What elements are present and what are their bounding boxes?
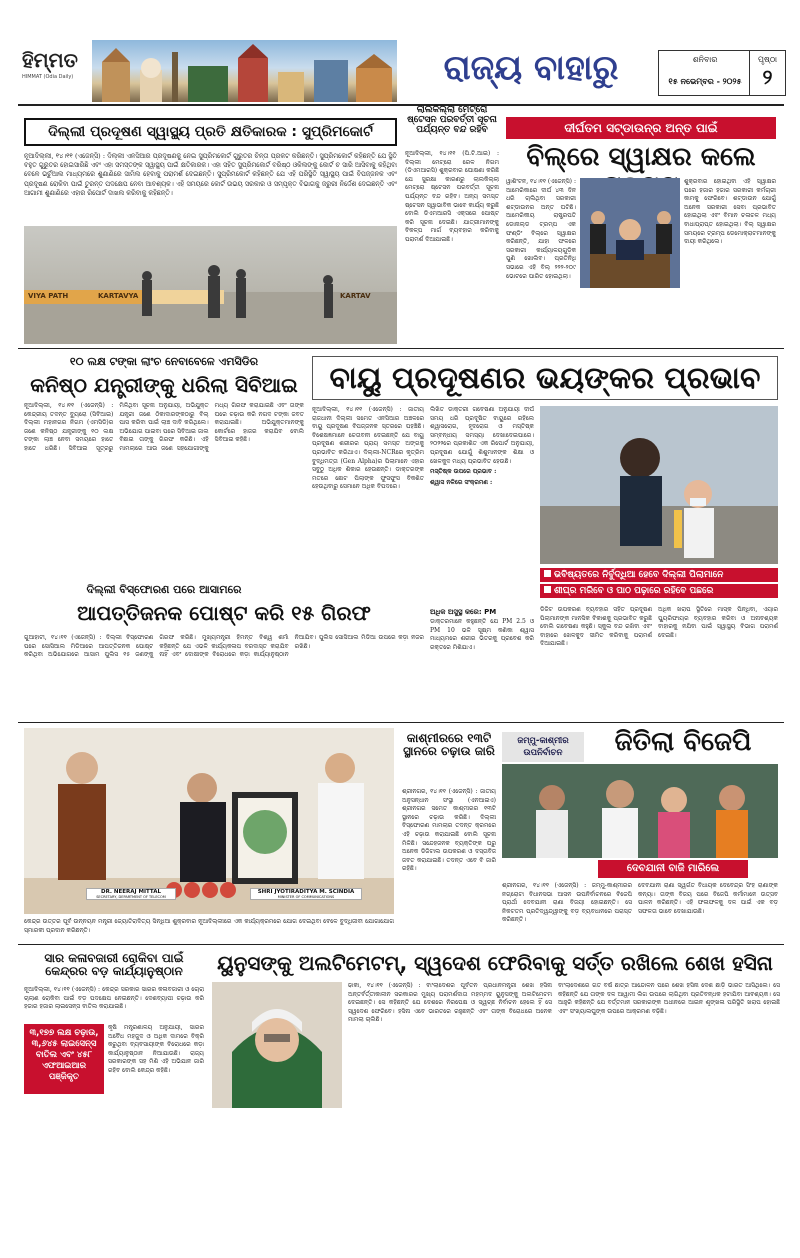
- photo-girl-mask: [540, 406, 778, 564]
- masthead-collage: [92, 40, 397, 102]
- bullet-square-icon: [544, 570, 551, 577]
- caption-scindia: କେନ୍ଦ୍ର ଉତ୍ତର ପୂର୍ବ ଉନ୍ନୟନ ମନ୍ତ୍ରୀ ଜ୍ୟୋତିରାଦିତ୍ୟ ସିନ୍ଧିଆ ଶୁକ୍ରବାର ନୂଆଦିଲ୍ଲୀରେ ଏକ କାର୍ଯ୍ୟକ୍ରମରେ ଯୋଗ ଦେଇଥିବା ବେଳେ ବୁଦ୍ଧିଜୀବୀ ଯୋଗାଯୋଗ ସ୍ମାରକୀ ପ୍ରଦାନ କରିଛନ୍ତି।: [24, 918, 394, 934]
- nameplate-1: [86, 888, 176, 900]
- body-trump-left: ୱାଶିଂଟନ, ୧୪।୧୧ (ଏଜେନ୍ସି) : ଆମେରିକାରେ ଦୀର୍ଘ ୪୩ ଦିନ ଧରି ଚାଲିଥିବା ସରକାରୀ ଶଟ୍‌ଡାଉନର ଅନ୍ତ ଘଟିଛି। ଆମେରିକୀୟ ରାଷ୍ଟ୍ରପତି ଡୋନାଲ୍ଡ ଟ୍ରମ୍ପ ଏକ ଫଣ୍ଡିଂ ବିଲ୍‌ରେ ସ୍ୱାକ୍ଷର କରିଛନ୍ତି, ଯାହା ଫଳରେ ସରକାରୀ କାର୍ଯ୍ୟାଳୟଗୁଡ଼ିକ ପୁଣି ଖୋଲିବ। ପ୍ରତିନିଧି ସଭାରେ ଏହି ବିଲ୍ ୨୨୨-୨୦୯ ଭୋଟରେ ପାରିତ ହୋଇଥିଲା।: [506, 178, 576, 280]
- photo-scindia-event: [24, 728, 394, 914]
- logo-text: ହିମ୍ମତ: [22, 48, 78, 72]
- body-jk-right: ଦେବଯାନୀ ରାଣା ସ୍ୱର୍ଗତ ବିଧାୟକ ଦେବେନ୍ଦ୍ର ସିଂହ ରାଣାଙ୍କ କନ୍ୟା। ତାଙ୍କ ବିଜୟ ପରେ ବିଜେପି କର୍ମୀମାନେ ଉତ୍ସବ ପାଳନ କରିଛନ୍ତି। ଏହି ଫଳାଫଳକୁ ଦଳ ପାଇଁ ଏକ ବଡ଼ ସଫଳତା ଭାବେ ଦେଖାଯାଉଛି।: [638, 882, 778, 915]
- headline-jk-bypoll: ଜିତିଲା ବିଜେପି: [614, 727, 752, 757]
- body-cbi: ନୂଆଦିଲ୍ଲୀ, ୧୪।୧୧ (ଏଜେନ୍ସି) : କେନ୍ଦ୍ରୀୟ ତଦନ୍ତ ବ୍ୟୁରୋ (ସିବିଆଇ) ଦିଲ୍ଲୀ ମହାନଗର ନିଗମ (ଏମସିଡି)ର ଜଣେ କନିଷ୍ଠ ଯନ୍ତ୍ରୀଙ୍କୁ ୧୦ ଲକ୍ଷ ଟଙ୍କା ଲାଞ୍ଚ ନେବା ସମୟରେ ହାତେ ହାତେ ଧରିଛି। ସିବିଆଇ ସୂତ୍ରରୁ ମିଳିଥିବା ସୂଚନା ଅନୁଯାୟୀ, ଅଭିଯୁକ୍ତ ଯନ୍ତ୍ରୀ ଜଣେ ଠିକାଦାରଙ୍କଠାରୁ ବିଲ୍ ପାସ କରିବା ପାଇଁ ଲାଞ୍ଚ ଦାବି କରିଥିଲେ। ଅଭିଯୋଗ ପାଇବା ପରେ ସିବିଆଇ ଜାଲ ବିଛାଇ ତାଙ୍କୁ ଗିରଫ କରିଛି। ଏହି ମାମଲାରେ ଆଉ ଜଣେ ସହଯୋଗୀଙ୍କୁ ମଧ୍ୟ ଗିରଫ କରାଯାଇଛି ଏବଂ ତାଙ୍କ ଘରେ ଚଢ଼ାଉ କରି ନଗଦ ଟଙ୍କା ଜବତ କରାଯାଇଛି। ଅଭିଯୁକ୍ତମାନଙ୍କୁ କୋର୍ଟରେ ହାଜର କରାଯିବ ବୋଲି ସିବିଆଇ କହିଛି।: [24, 402, 304, 452]
- headline-trump: ବିଲ୍‌ରେ ସ୍ୱାକ୍ଷର କଲେ: [526, 142, 756, 172]
- kicker-blast: ଦିଲ୍ଲୀ ବିସ୍ଫୋରଣ ପରେ ଆସାମରେ: [86, 583, 242, 596]
- kicker-trump: ଦୀର୍ଘତମ ସଟ୍‌ଡାଉନ୍‌ର ଅନ୍ତ ପାଇଁ: [506, 117, 776, 139]
- headline-blast: ଆପତ୍ତିଜନକ ପୋଷ୍ଟ କରି ୧୫ ଗିରଫ: [77, 601, 371, 625]
- street-sign-2: KARTAVYA: [98, 292, 139, 300]
- highlight-box-stats: ୩,୧୭୭ ଲକ୍ଷ ଚଢ଼ାଉ, ୩,୬୪୫ ଲାଇସେନ୍ସ ବାତିଲ ଏବଂ ୪୫୮ ଏଫଆଇଆର ପଞ୍ଜିକୃତ: [24, 1024, 104, 1094]
- page-number: ୨: [762, 65, 773, 89]
- body-air-col2: [430, 406, 534, 580]
- nameplate-1-title: SECRETARY, DEPARTMENT OF TELECOM: [96, 895, 166, 899]
- divider: [18, 944, 784, 945]
- kicker-jk-line2: ଉପନିର୍ବାଚନ: [523, 748, 563, 758]
- victory-celebration-icon: [502, 764, 778, 858]
- subhead-pm: ଅଧିକ ଅସୁସ୍ଥ କରେ: PM: [430, 608, 497, 616]
- caption-bar-2: [540, 584, 778, 598]
- photo-sheikh-hasina: [212, 982, 342, 1108]
- photo-caption-1: ଭବିଷ୍ୟତରେ ନିର୍ବୁଦ୍ଧିଆ ହେବେ ଦିଲ୍ଲୀ ପିଲାମାନେ: [554, 570, 724, 580]
- body-kashmir-raids: ଶ୍ରୀନଗର, ୧୪।୧୧ (ଏଜେନ୍ସି) : ଜାତୀୟ ଅନୁସନ୍ଧାନ ସଂସ୍ଥା (ଏନଆଇଏ) ଶ୍ରୀନଗର ସମେତ କାଶ୍ମୀରର ୧୩ଟି ସ୍ଥାନରେ ଚଢ଼ାଉ କରିଛି। ଦିଲ୍ଲୀ ବିସ୍ଫୋରଣ ମାମଲାର ତଦନ୍ତ କ୍ରମରେ ଏହି ଚଢ଼ାଉ କରାଯାଇଛି ବୋଲି ସୂଚନା ମିଳିଛି। ସନ୍ଦେହଜନକ ବ୍ୟକ୍ତିଙ୍କ ଘରୁ ଅନେକ ଡିଜିଟାଲ ଉପକରଣ ଓ ଦସ୍ତାବିଜ ଜବତ କରାଯାଇଛି। ତଦନ୍ତ ଏବେ ବି ଜାରି ରହିଛି।: [402, 788, 496, 873]
- award-ceremony-icon: [24, 728, 394, 914]
- body-air-col2-text: ଲିଖିତ ଡାକ୍ତରୀ ଗବେଷଣା ଅନୁଯାୟୀ ଦୀର୍ଘ ସମୟ ଧରି ପ୍ରଦୂଷିତ ବାୟୁରେ ରହିଲେ ଶ୍ୱାସରୋଗ, ହୃଦରୋଗ ଓ ମସ୍ତିଷ୍କ ସମ୍ବନ୍ଧୀୟ ସମସ୍ୟା ଦେଖାଦେଇପାରେ। ୨୦୨୨ରେ ପ୍ରକାଶିତ ଏକ ରିପୋର୍ଟ ଅନୁଯାୟୀ, ପ୍ରଦୂଷଣ ଯୋଗୁଁ ଶିଶୁମାନଙ୍କ ଶିକ୍ଷା ଓ ଖେଳକୁଦ ମଧ୍ୟ ପ୍ରଭାବିତ ହେଉଛି।: [430, 406, 534, 465]
- monuments-collage-icon: [92, 40, 397, 102]
- portrait-icon: [212, 982, 342, 1108]
- body-hasina-left: ଢାକା, ୧୪।୧୧ (ଏଜେନ୍ସି) : ବାଂଲାଦେଶର ପୂର୍ବତନ ପ୍ରଧାନମନ୍ତ୍ରୀ ଶେଖ ହସିନା ଅନ୍ତର୍ବର୍ତ୍ତୀକାଳୀନ ସରକାରର ମୁଖ୍ୟ ପରାମର୍ଶଦାତା ମହମ୍ମଦ ୟୁନୁସଙ୍କୁ ଅଲଟିମେଟମ ଦେଇଛନ୍ତି। ସେ କହିଛନ୍ତି ଯେ ଦେଶରେ ନିରପେକ୍ଷ ଓ ସ୍ୱଚ୍ଛ ନିର୍ବାଚନ ହେଲେ ହିଁ ସେ ସ୍ୱଦେଶ ଫେରିବେ। ହସିନା ଏବେ ଭାରତରେ ରହୁଛନ୍ତି ଏବଂ ତାଙ୍କ ବିରୋଧରେ ଅନେକ ମାମଲା ଚାଲିଛି।: [348, 982, 552, 1024]
- subhead-brain: ଶ୍ୱାସ ନଳିରେ ସଂକ୍ରମଣ :: [430, 478, 493, 486]
- masthead: [18, 40, 784, 106]
- kicker-cbi: ୧୦ ଲକ୍ଷ ଟଙ୍କା ଲାଂଚ ନେବାବେଳେ ଏମସିଡିର: [69, 355, 259, 368]
- photo-trump-signing: [580, 178, 680, 288]
- body-central-action-2: କୃଷି ମନ୍ତ୍ରଣାଳୟ ଅନୁଯାୟୀ, ସାରର ଅବୈଧ ମହଜୁଦ ଓ ଅଧିକ ଦାମରେ ବିକ୍ରି କରୁଥିବା ବ୍ୟବସାୟୀଙ୍କ ବିରୋଧରେ କଡ଼ା କାର୍ଯ୍ୟାନୁଷ୍ଠାନ ନିଆଯାଉଛି। ରାଜ୍ୟ ସରକାରଙ୍କ ସହ ମିଶି ଏହି ଅଭିଯାନ ଜାରି ରହିବ ବୋଲି କେନ୍ଦ୍ର କହିଛି।: [108, 1024, 204, 1074]
- body-air-bottom-left: ଡିଜିଟ ଉପକରଣ ବ୍ୟବହାର ସହିତ ପ୍ରଦୂଷଣ ପିଲାମାନଙ୍କ ମାନସିକ ବିକାଶକୁ ପ୍ରଭାବିତ କରୁଛି ବୋଲି ଗବେଷଣା କହୁଛି। ସ୍କୁଲ ବନ୍ଦ ରଖିବା ଏବଂ ବାହାରେ ଖେଳକୁଦ ସୀମିତ କରିବାକୁ ପରାମର୍ଶ ଦିଆଯାଇଛି।: [540, 606, 652, 648]
- child-wearing-mask-icon: [540, 406, 778, 564]
- date-box: [658, 50, 786, 96]
- kicker-jk-line1: ଜମ୍ମୁ-କାଶ୍ମୀର: [517, 736, 569, 746]
- body-jk-left: ଶ୍ରୀନଗର, ୧୪।୧୧ (ଏଜେନ୍ସି) : ଜମ୍ମୁ-କାଶ୍ମୀରର ନଗ୍ରୋଟା ବିଧାନସଭା ଆସନ ଉପନିର୍ବାଚନରେ ବିଜେପି ପ୍ରାର୍ଥୀ ଦେବଯାନୀ ରାଣା ବିଜୟୀ ହୋଇଛନ୍ତି। ସେ ନିକଟତମ ପ୍ରତିଦ୍ୱନ୍ଦ୍ୱୀଙ୍କୁ ବଡ଼ ବ୍ୟବଧାନରେ ପରାସ୍ତ କରିଛନ୍ତି।: [502, 882, 632, 924]
- nameplate-2-name: SHRI JYOTIRADITYA M. SCINDIA: [257, 889, 355, 895]
- body-trump-right: ଶୁକ୍ରବାର ହୋଇଥିବା ଏହି ସ୍ୱାକ୍ଷର ପରେ ହଜାର ହଜାର ସରକାରୀ କର୍ମଚାରୀ କାମକୁ ଫେରିବେ। ଶଟ୍‌ଡାଉନ ଯୋଗୁଁ ଅନେକ ସରକାରୀ ସେବା ପ୍ରଭାବିତ ହୋଇଥିଲା ଏବଂ ବିମାନ ଚଳାଚଳ ମଧ୍ୟ ବାଧାପ୍ରାପ୍ତ ହୋଇଥିଲା। ବିଲ୍ ସ୍ୱାକ୍ଷର ସମୟରେ ଟ୍ରମ୍ପ ଡେମୋକ୍ରାଟମାନଙ୍କୁ ଦାୟୀ କରିଥିଲେ।: [684, 178, 776, 246]
- page-number-box: [749, 51, 785, 95]
- street-sign-1: VIYA PATH: [28, 292, 69, 300]
- photo-caption-2: ଶୀଘ୍ର ମରିବେ ଓ ପାଠ ପଢ଼ାରେ ରହିବେ ପଛରେ: [554, 586, 714, 596]
- headline-hasina: ୟୁନୁସଙ୍କୁ ଅଲଟିମେଟମ୍, ସ୍ୱଦେଶ ଫେରିବାକୁ ସର୍ତ୍ତ ରଖିଲେ ଶେଖ ହସିନା: [217, 951, 773, 975]
- nameplate-1-name: DR. NEERAJ MITTAL: [101, 889, 161, 895]
- nameplate-2-title: MINISTER OF COMMUNICATIONS: [277, 895, 335, 899]
- headline-cbi: କନିଷ୍ଠ ଯନ୍ତ୍ରୀଙ୍କୁ ଧରିଲା ସିବିଆଇ: [30, 373, 298, 397]
- subhead-lungs: ମସ୍ତିଷ୍କ ଉପରେ ପ୍ରଭାବ :: [430, 468, 497, 476]
- body-air-col3: ଡାକ୍ତରମାନେ କହୁଛନ୍ତି ଯେ PM 2.5 ଓ PM 10 ଭଳି ସୂକ୍ଷ୍ମ କଣିକା ଶ୍ୱାସ ମାଧ୍ୟମରେ ଶରୀର ଭିତରକୁ ପ୍ରବେଶ କରି ରକ୍ତରେ ମିଶିଯାଏ।: [430, 618, 534, 651]
- body-metro: ନୂଆଦିଲ୍ଲୀ, ୧୪।୧୧ (ପି.ଟି.ଆଇ) : ଦିଲ୍ଲୀ ମେଟ୍ରୋ ରେଳ ନିଗମ (ଡିଏମଆରସି) ଶୁକ୍ରବାର ଘୋଷଣା କରିଛି ଯେ ସୁରକ୍ଷା କାରଣରୁ ଲାଲକିଲ୍ଲା ମେଟ୍ରୋ ଷ୍ଟେସନ ପରବର୍ତ୍ତୀ ସୂଚନା ପର୍ଯ୍ୟନ୍ତ ବନ୍ଦ ରହିବ। ଅନ୍ୟ ସମସ୍ତ ଷ୍ଟେସନ ସ୍ୱାଭାବିକ ଭାବେ କାର୍ଯ୍ୟ କରୁଛି ବୋଲି ଡିଏମଆରସି ଏକ୍ସରେ ପୋଷ୍ଟ କରି ସୂଚନା ଦେଇଛି। ଯାତ୍ରୀମାନଙ୍କୁ ବିକଳ୍ପ ମାର୍ଗ ବ୍ୟବହାର କରିବାକୁ ପରାମର୍ଶ ଦିଆଯାଇଛି।: [405, 150, 499, 243]
- newspaper-logo: [22, 40, 92, 100]
- body-blast: ଗୁଆହାଟୀ, ୧୪।୧୧ (ଏଜେନ୍ସି) : ଦିଲ୍ଲୀ ବିସ୍ଫୋରଣ ପରେ ସୋସିଆଲ ମିଡିଆରେ ଆପତ୍ତିଜନକ ପୋଷ୍ଟ କରିଥିବା ଅଭିଯୋଗରେ ଆସାମ ପୁଲିସ ୧୫ ଜଣଙ୍କୁ ଗିରଫ କରିଛି। ମୁଖ୍ୟମନ୍ତ୍ରୀ ହିମନ୍ତ ବିଶ୍ୱ ଶର୍ମା କହିଛନ୍ତି ଯେ ଏଭଳି କାର୍ଯ୍ୟକଳାପ ବରଦାସ୍ତ କରାଯିବ ନାହିଁ ଏବଂ ଦୋଷୀଙ୍କ ବିରୋଧରେ କଡ଼ା କାର୍ଯ୍ୟାନୁଷ୍ଠାନ ନିଆଯିବ। ପୁଲିସ ସୋସିଆଲ ମିଡିଆ ଉପରେ କଡ଼ା ନଜର ରଖିଛି।: [24, 634, 424, 659]
- kicker-jk-bypoll: [502, 732, 584, 762]
- divider: [18, 722, 784, 723]
- body-hasina-right: ବାଂଲାଦେଶରେ ଗତ ବର୍ଷ ଛାତ୍ର ଆନ୍ଦୋଳନ ପରେ ଶେଖ ହସିନା ଦେଶ ଛାଡ଼ି ଭାରତ ଆସିଥିଲେ। ସେ କହିଛନ୍ତି ଯେ ତାଙ୍କ ଦଳ ଆୱାମୀ ଲିଗ ଉପରେ ଲାଗିଥିବା ପ୍ରତିବନ୍ଧକ ହଟାଯିବା ଆବଶ୍ୟକ। ସେ ଆହୁରି କହିଛନ୍ତି ଯେ ବର୍ତ୍ତମାନ ସରକାରଙ୍କ ଅଧୀନରେ ଆଇନ ଶୃଙ୍ଖଳା ପରିସ୍ଥିତି ଖରାପ ହୋଇଛି ଏବଂ ସଂଖ୍ୟାଲଘୁଙ୍କ ଉପରେ ଆକ୍ରମଣ ବଢ଼ିଛି।: [558, 982, 780, 1015]
- headline-central-action: ସାର କଳାବଜାରୀ ରୋକିବା ପାଇଁ କେନ୍ଦ୍ରର ବଡ଼ କାର୍ଯ୍ୟାନୁଷ୍ଠାନ: [44, 951, 184, 979]
- headline-air-pollution: ବାୟୁ ପ୍ରଦୂଷଣର ଭୟଙ୍କର ପ୍ରଭାବ: [329, 361, 761, 396]
- nameplate-2: [250, 888, 362, 900]
- weekday: ଶନିବାର: [692, 55, 718, 64]
- headline-kashmir-raids: କାଶ୍ମୀରରେ ୧୩ଟି ସ୍ଥାନରେ ଚଢ଼ାଉ ଜାରି: [403, 731, 495, 759]
- body-central-action: ନୂଆଦିଲ୍ଲୀ, ୧୪।୧୧ (ଏଜେନ୍ସି) : କେନ୍ଦ୍ର ସରକାର ସାରର କଳାବଜାରୀ ଓ ଚୋରା ଚାଲାଣ ରୋକିବା ପାଇଁ ବଡ଼ ପଦକ୍ଷେପ ନେଇଛନ୍ତି। ଦେଶବ୍ୟାପୀ ଚଢ଼ାଉ କରି ହଜାର ହଜାର ଲାଇସେନ୍ସ ବାତିଲ କରାଯାଇଛି।: [24, 986, 204, 1011]
- caption-bar-bjp: ଦେବଯାନୀ ବାଜି ମାରିଲେ: [598, 860, 748, 878]
- body-air-bottom-right: ଅଧିକ ଖରାପ ସ୍ଥିତିରେ ମାସ୍କ ପିନ୍ଧିବା, ଏୟାର ପ୍ୟୁରିଫାୟର ବ୍ୟବହାର କରିବା ଓ ଅନାବଶ୍ୟକ ବାହାରକୁ ନଯିବା ପାଇଁ ସ୍ୱାସ୍ଥ୍ୟ ବିଭାଗ ପରାମର୍ଶ ଦେଇଛି।: [658, 606, 778, 639]
- caption-bar-1: [540, 568, 778, 582]
- section-title: ରାଜ୍ୟ ବାହାରୁ: [443, 48, 619, 88]
- body-air-col1: ନୂଆଦିଲ୍ଲୀ, ୧୪।୧୧ (ଏଜେନ୍ସି) : ଜାତୀୟ ରାଜଧାନୀ ଦିଲ୍ଲୀ ସମେତ ଏନସିଆର ଅଞ୍ଚଳରେ ବାୟୁ ପ୍ରଦୂଷଣ ବିପଜ୍ଜନକ ସ୍ତରରେ ପହଞ୍ଚିଛି। ବିଶେଷଜ୍ଞମାନେ ଚେତାବନୀ ଦେଇଛନ୍ତି ଯେ ବାୟୁ ପ୍ରଦୂଷଣ ଶରୀରର ପ୍ରାୟ ସମସ୍ତ ଅଙ୍ଗକୁ ପ୍ରଭାବିତ କରିଥାଏ। ଦିଲ୍ଲୀ-NCRରେ କୃତ୍ରିମ ବୁଦ୍ଧିମତ୍ତା (Gen Alpha)ର ପିଲାମାନେ ଏହାର ସବୁଠୁ ଅଧିକ ଶିକାର ହେଉଛନ୍ତି। ଡାକ୍ତରଙ୍କ ମତରେ ଛୋଟ ପିଲାଙ୍କ ଫୁସଫୁସ ବିକଶିତ ହେଉଥିବାରୁ ସେମାନେ ଅଧିକ ବିପଦରେ।: [312, 406, 424, 491]
- air-pollution-banner: [312, 356, 778, 400]
- smog-street-icon: [24, 226, 397, 344]
- street-sign-3: KARTAV: [340, 292, 371, 300]
- headline-metro: ଲାଲକିଲ୍ଲା ମେଟ୍ରୋ ଷ୍ଟେସନ ପରବର୍ତ୍ତୀ ସୂଚନା ପର୍ଯ୍ୟନ୍ତ ବନ୍ଦ ରହିବ: [407, 105, 497, 135]
- bullet-square-icon: [544, 586, 551, 593]
- edition-date: ୧୫ ନଭେମ୍ବର - ୨୦୨୫: [668, 77, 742, 86]
- signing-ceremony-icon: [580, 178, 680, 288]
- photo-delhi-smog: [24, 226, 397, 344]
- headline-pollution-court: ଦିଲ୍ଲୀ ପ୍ରଦୂଷଣ ସ୍ୱାସ୍ଥ୍ୟ ପ୍ରତି କ୍ଷତିକାରକ : ସୁପ୍ରିମକୋର୍ଟ: [24, 118, 397, 146]
- body-pollution-court: ନୂଆଦିଲ୍ଲୀ, ୧୪।୧୧ (ଏଜେନ୍ସି) : ଦିଲ୍ଲୀ ଏନସିଆର ପ୍ରଦୂଷଣକୁ ନେଇ ସୁପ୍ରିମକୋର୍ଟ ଗୁରୁତର ଚିନ୍ତା ପ୍ରକଟ କରିଛନ୍ତି। ସୁପ୍ରିମକୋର୍ଟ କହିଛନ୍ତି ଯେ ସ୍ଥିତି ବହୁତ ଗୁରୁତର ହୋଇସାରିଛି ଏବଂ ଏହା ସମସ୍ତଙ୍କ ସ୍ୱାସ୍ଥ୍ୟ ପାଇଁ କ୍ଷତିକାରକ। ଏହା ସହିତ ସୁପ୍ରିମକୋର୍ଟ ବରିଷ୍ଠ ଓକିଲଙ୍କୁ କୋର୍ଟ ଚ ସାରି ଆସିବାକୁ କହିଥିବା ବେଳେ ଭର୍ଚୁଆଲ ମାଧ୍ୟମରେ ଶୁଣାଣିରେ ସାମିଲ ହେବାକୁ ପରାମର୍ଶ ଦେଇଛନ୍ତି। ସୁପ୍ରିମକୋର୍ଟ କହିଛନ୍ତି ଯେ ଏହି ପରିସ୍ଥିତି ସ୍ୱାସ୍ଥ୍ୟ ପାଇଁ ବିପଜ୍ଜନକ ଏବଂ ପ୍ରଦୂଷଣ ରୋକିବା ପାଇଁ ତୁରନ୍ତ ପଦକ୍ଷେପ ନେବା ଆବଶ୍ୟକ। ଏହି ସମୟରେ କୋର୍ଟ ଉଭୟ ସରକାର ଓ ସମ୍ପୃକ୍ତ ବିଭାଗକୁ ଜରୁରୀ ନିର୍ଦ୍ଦେଶ ଦେଇଛନ୍ତି ଏବଂ ଆଗାମୀ ଶୁଣାଣିରେ ଏହାର ରିପୋର୍ଟ ଦାଖଲ କରିବାକୁ କହିଛନ୍ତି।: [24, 152, 397, 197]
- logo-subtitle: HIMMAT (Odia Daily): [22, 74, 74, 80]
- photo-bjp-victory: [502, 764, 778, 858]
- page-label: ପୃଷ୍ଠା: [757, 55, 778, 64]
- divider: [18, 348, 784, 349]
